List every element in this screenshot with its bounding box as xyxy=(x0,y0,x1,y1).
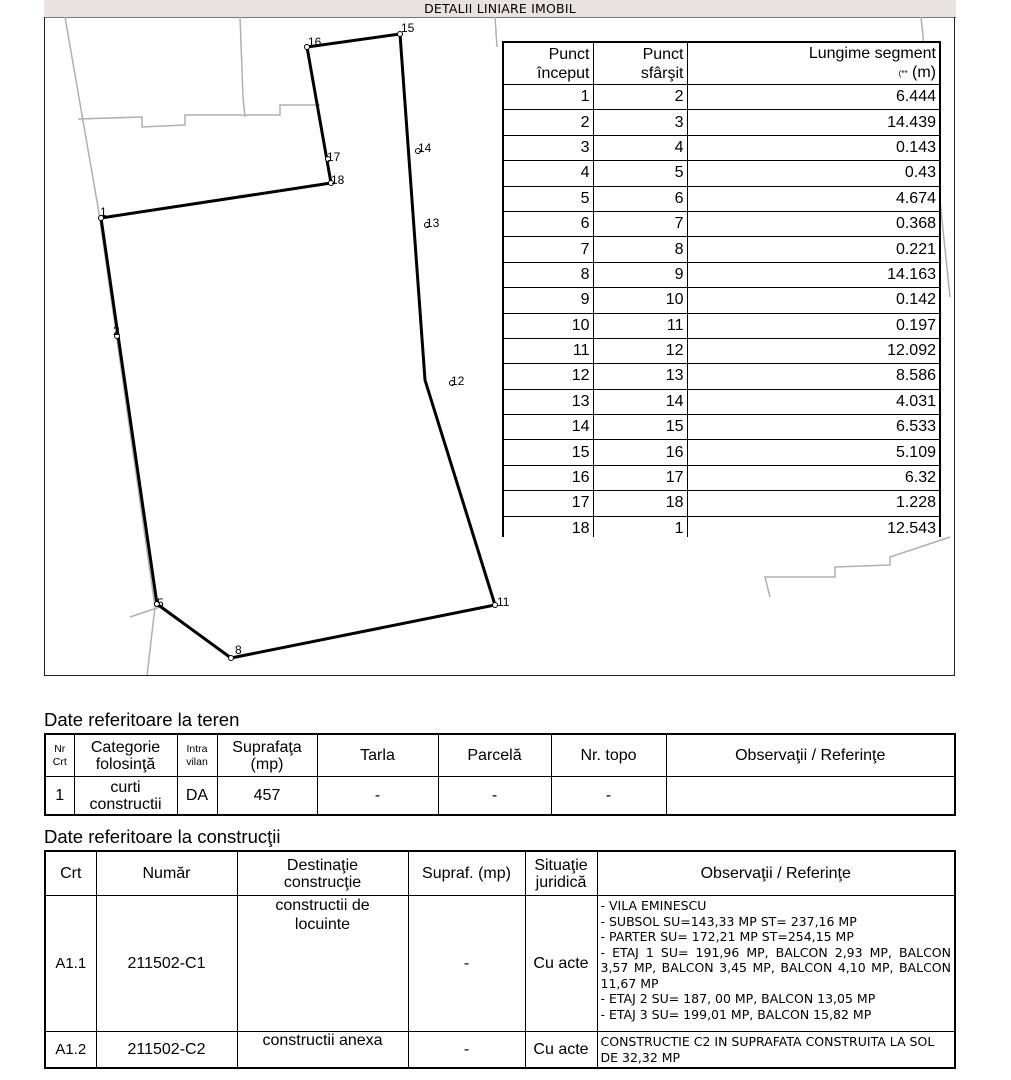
constructii-table xyxy=(44,850,956,1069)
constructii-cell-supraf: - xyxy=(408,1032,525,1069)
point-marker xyxy=(229,656,234,661)
constructii-header-supraf: Supraf. (mp) xyxy=(408,851,525,896)
teren-header-parcela: Parcelă xyxy=(438,734,551,777)
segment-cell-length: 4.031 xyxy=(687,389,940,414)
teren-header-topo: Nr. topo xyxy=(551,734,666,777)
segment-cell-end: 10 xyxy=(593,288,687,313)
segment-cell-end: 12 xyxy=(593,338,687,363)
neighbor-boundary-inner xyxy=(78,105,320,127)
segments-table-wrapper xyxy=(502,41,941,537)
col-header-end: Punct sfârşit xyxy=(593,42,687,85)
point-label: 18 xyxy=(331,173,345,187)
constructii-cell-destinatie: constructii de locuinte xyxy=(237,896,408,1032)
teren-cell-tarla: - xyxy=(317,777,438,816)
constructii-cell-crt: A1.1 xyxy=(45,896,96,1032)
segment-cell-end: 3 xyxy=(593,110,687,135)
segment-cell-end: 4 xyxy=(593,135,687,160)
segment-cell-length: 0.43 xyxy=(687,161,940,186)
segment-cell-length: 6.32 xyxy=(687,465,940,490)
segment-cell-length: 6.533 xyxy=(687,415,940,440)
point-label: 13 xyxy=(426,216,440,230)
table-row xyxy=(503,211,940,236)
segments-body xyxy=(503,85,940,538)
segment-cell-start: 12 xyxy=(503,364,593,389)
segment-cell-start: 6 xyxy=(503,211,593,236)
segment-cell-end: 1 xyxy=(593,516,687,537)
teren-header-row xyxy=(45,734,955,777)
segment-cell-end: 17 xyxy=(593,465,687,490)
point-label: 1 xyxy=(100,205,107,219)
segment-cell-end: 8 xyxy=(593,237,687,262)
segment-cell-end: 16 xyxy=(593,440,687,465)
obs-line: - SUBSOL SU=143,33 MP ST= 237,16 MP xyxy=(600,913,857,929)
segment-cell-length: 14.163 xyxy=(687,262,940,287)
segments-table xyxy=(502,41,941,537)
segment-cell-length: 4.674 xyxy=(687,186,940,211)
segment-cell-length: 12.092 xyxy=(687,338,940,363)
neighbor-boundary-left xyxy=(65,17,155,676)
table-row xyxy=(503,465,940,490)
segment-cell-end: 6 xyxy=(593,186,687,211)
segment-cell-length: 0.143 xyxy=(687,135,940,160)
neighbor-boundary-top xyxy=(240,17,245,117)
segment-cell-length: 0.142 xyxy=(687,288,940,313)
table-row xyxy=(503,491,940,516)
point-label: 16 xyxy=(308,35,322,49)
teren-cell-topo: - xyxy=(551,777,666,816)
constructii-cell-observatii xyxy=(597,1032,955,1069)
page-header: DETALII LINIARE IMOBIL xyxy=(44,0,956,18)
teren-header-tarla: Tarla xyxy=(317,734,438,777)
constructii-cell-crt: A1.2 xyxy=(45,1032,96,1069)
segment-cell-end: 15 xyxy=(593,415,687,440)
point-label: 12 xyxy=(451,374,465,388)
segment-cell-start: 15 xyxy=(503,440,593,465)
segment-cell-start: 10 xyxy=(503,313,593,338)
constructii-section-title: Date referitoare la construcţii xyxy=(44,826,281,847)
segment-cell-end: 5 xyxy=(593,161,687,186)
segment-cell-end: 11 xyxy=(593,313,687,338)
teren-header-nr: Nr Crt xyxy=(45,734,74,777)
table-row xyxy=(503,161,940,186)
segment-cell-start: 3 xyxy=(503,135,593,160)
constructii-header-destinatie: Destinaţie construcţie xyxy=(237,851,408,896)
segment-cell-end: 9 xyxy=(593,262,687,287)
point-label: 15 xyxy=(401,21,415,35)
constructii-header-row xyxy=(45,851,955,896)
segment-cell-start: 9 xyxy=(503,288,593,313)
table-row xyxy=(45,896,955,1032)
teren-header-categorie: Categorie folosinţă xyxy=(74,734,177,777)
point-label: 17 xyxy=(327,150,341,164)
table-row xyxy=(503,516,940,537)
teren-table xyxy=(44,733,956,816)
table-row xyxy=(503,135,940,160)
table-row xyxy=(503,288,940,313)
table-row xyxy=(503,389,940,414)
segment-cell-length: 12.543 xyxy=(687,516,940,537)
constructii-cell-numar: 211502-C1 xyxy=(96,896,237,1032)
point-label: 8 xyxy=(235,643,242,657)
constructii-cell-situatie: Cu acte xyxy=(525,1032,597,1069)
segment-cell-length: 6.444 xyxy=(687,85,940,110)
teren-header-observatii: Observaţii / Referinţe xyxy=(666,734,955,777)
segment-cell-start: 18 xyxy=(503,516,593,537)
teren-header-suprafata: Suprafaţa (mp) xyxy=(217,734,317,777)
table-row xyxy=(45,1032,955,1069)
segment-cell-start: 4 xyxy=(503,161,593,186)
teren-section-title: Date referitoare la teren xyxy=(44,709,240,730)
constructii-cell-numar: 211502-C2 xyxy=(96,1032,237,1069)
segment-cell-start: 7 xyxy=(503,237,593,262)
parcel-boundary xyxy=(101,34,495,658)
table-row xyxy=(503,313,940,338)
obs-line: CONSTRUCTIE C2 IN SUPRAFATA CONSTRUITA LA SOL DE 32,32 MP xyxy=(600,1034,935,1065)
segment-cell-start: 16 xyxy=(503,465,593,490)
table-row xyxy=(503,262,940,287)
point-label: 5 xyxy=(157,596,164,610)
segment-cell-start: 13 xyxy=(503,389,593,414)
segment-cell-length: 1.228 xyxy=(687,491,940,516)
obs-line: - VILA EMINESCU xyxy=(600,898,707,913)
segment-cell-end: 18 xyxy=(593,491,687,516)
table-row xyxy=(45,777,955,816)
segment-cell-start: 11 xyxy=(503,338,593,363)
teren-cell-parcela: - xyxy=(438,777,551,816)
segment-cell-start: 1 xyxy=(503,85,593,110)
table-row xyxy=(503,415,940,440)
teren-cell-categorie: curti constructii xyxy=(74,777,177,816)
point-label: 11 xyxy=(497,595,510,609)
table-row xyxy=(503,237,940,262)
neighbor-boundary-right xyxy=(765,537,950,597)
obs-line: - ETAJ 1 SU= 191,96 MP, BALCON 2,93 MP, BALCON 3,57 MP, BALCON 3,45 MP, BALCON 4,10 MP, BALCON 11,67 MP xyxy=(600,944,951,991)
constructii-cell-situatie: Cu acte xyxy=(525,896,597,1032)
table-row xyxy=(503,186,940,211)
neighbor-boundary-top-right xyxy=(495,17,497,47)
table-row xyxy=(503,85,940,110)
table-row xyxy=(503,364,940,389)
teren-cell-intravilan: DA xyxy=(177,777,217,816)
teren-header-intravilan: Intra vilan xyxy=(177,734,217,777)
segment-cell-start: 14 xyxy=(503,415,593,440)
constructii-cell-supraf: - xyxy=(408,896,525,1032)
table-row xyxy=(503,440,940,465)
segment-cell-length: 0.197 xyxy=(687,313,940,338)
segment-cell-end: 7 xyxy=(593,211,687,236)
teren-cell-suprafata: 457 xyxy=(217,777,317,816)
segment-cell-end: 14 xyxy=(593,389,687,414)
neighbor-boundary-bottom xyxy=(130,607,160,617)
segment-cell-start: 5 xyxy=(503,186,593,211)
segment-cell-start: 2 xyxy=(503,110,593,135)
point-label: 14 xyxy=(418,141,432,155)
segment-cell-length: 0.368 xyxy=(687,211,940,236)
point-label: 2 xyxy=(113,324,120,338)
obs-line: - PARTER SU= 172,21 MP ST=254,15 MP xyxy=(600,929,854,944)
obs-line: - ETAJ 3 SU= 199,01 MP, BALCON 15,82 MP xyxy=(600,1006,872,1022)
segment-cell-length: 0.221 xyxy=(687,237,940,262)
constructii-header-crt: Crt xyxy=(45,851,96,896)
segment-cell-end: 13 xyxy=(593,364,687,389)
constructii-cell-observatii xyxy=(597,896,955,1032)
segment-cell-length: 5.109 xyxy=(687,440,940,465)
segment-cell-end: 2 xyxy=(593,85,687,110)
constructii-cell-destinatie: constructii anexa xyxy=(237,1032,408,1069)
table-row xyxy=(503,338,940,363)
constructii-header-observatii: Observaţii / Referinţe xyxy=(597,851,955,896)
segment-cell-length: 8.586 xyxy=(687,364,940,389)
obs-line: - ETAJ 2 SU= 187, 00 MP, BALCON 13,05 MP xyxy=(600,991,876,1006)
col-header-length: Lungime segment (** (m) xyxy=(687,42,940,85)
table-row xyxy=(503,110,940,135)
teren-cell-observatii xyxy=(666,777,955,816)
segment-cell-start: 8 xyxy=(503,262,593,287)
segments-header-row xyxy=(503,42,940,85)
segment-cell-start: 17 xyxy=(503,491,593,516)
segment-cell-length: 14.439 xyxy=(687,110,940,135)
teren-cell-nr: 1 xyxy=(45,777,74,816)
col-header-start: Punct început xyxy=(503,42,593,85)
constructii-header-situatie: Situaţie juridică xyxy=(525,851,597,896)
constructii-header-numar: Număr xyxy=(96,851,237,896)
